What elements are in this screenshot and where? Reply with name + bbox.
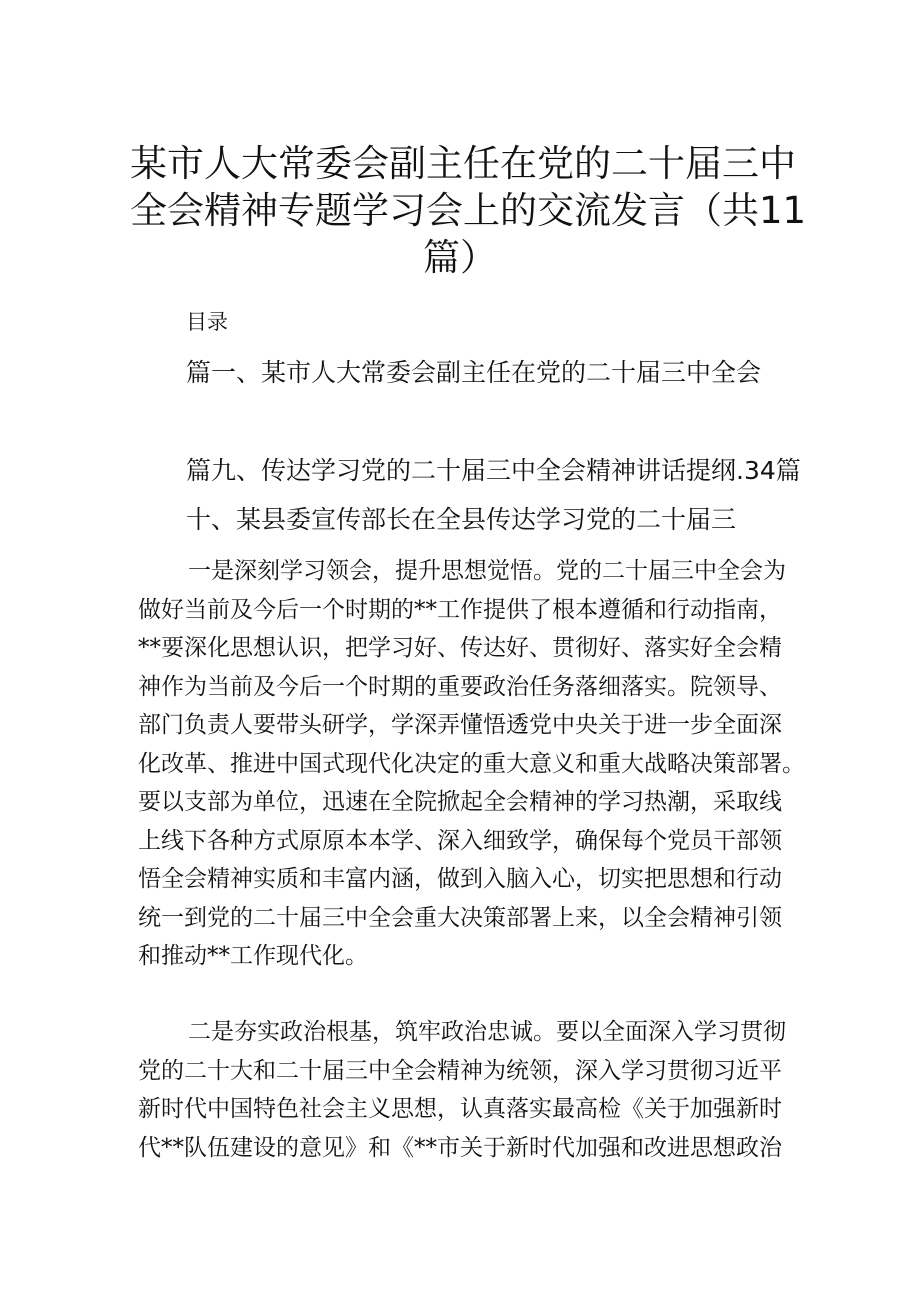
title-line: 篇） — [423, 236, 497, 279]
paragraph-line: 化改革、推进中国式现代化决定的重大意义和重大战略决策部署。 — [138, 750, 805, 777]
paragraph-line: **要深化思想认识，把学习好、传达好、贯彻好、落实好全会精 — [138, 635, 782, 661]
paragraph-line: 做好当前及今后一个时期的**工作提供了根本遵循和行动指南， — [138, 596, 782, 623]
title-line: 全会精神专题学习会上的交流发言（共11 — [130, 189, 807, 232]
title-line: 某市人大常委会副主任在党的二十届三中 — [130, 142, 796, 185]
body-paragraph — [138, 1013, 788, 1167]
paragraph-line: 代**队伍建设的意见》和《**市关于新时代加强和改进思想政治 — [138, 1134, 782, 1161]
paragraph-line: 一是深刻学习领会，提升思想觉悟。党的二十届三中全会为 — [188, 558, 786, 584]
paragraph-line: 要以支部为单位，迅速在全院掀起全会精神的学习热潮，采取线 — [138, 789, 782, 815]
toc-item: 篇九、传达学习党的二十届三中全会精神讲话提纲.34篇 — [186, 456, 801, 485]
paragraph-line: 二是夯实政治根基，筑牢政治忠诚。要以全面深入学习贯彻 — [188, 1019, 786, 1045]
paragraph-line: 新时代中国特色社会主义思想，认真落实最高检《关于加强新时 — [138, 1096, 782, 1122]
toc-item: 篇一、某市人大常委会副主任在党的二十届三中全会 — [186, 358, 762, 387]
paragraph-line: 和推动**工作现代化。 — [138, 943, 368, 969]
paragraph-line: 部门负责人要带头研学，学深弄懂悟透党中央关于进一步全面深 — [138, 712, 782, 738]
paragraph-line: 上线下各种方式原原本本学、深入细致学，确保每个党员干部领 — [138, 827, 782, 854]
paragraph-line: 悟全会精神实质和丰富内涵，做到入脑入心，切实把思想和行动 — [138, 866, 782, 892]
toc-item: 十、某县委宣传部长在全县传达学习党的二十届三 — [186, 505, 737, 534]
document-title — [130, 140, 807, 281]
toc-heading: 目录 — [186, 310, 228, 334]
paragraph-line: 党的二十大和二十届三中全会精神为统领，深入学习贯彻习近平 — [138, 1057, 782, 1084]
body-paragraph — [138, 552, 805, 976]
paragraph-line: 神作为当前及今后一个时期的重要政治任务落细落实。院领导、 — [138, 673, 782, 700]
paragraph-line: 统一到党的二十届三中全会重大决策部署上来，以全会精神引领 — [138, 904, 782, 931]
